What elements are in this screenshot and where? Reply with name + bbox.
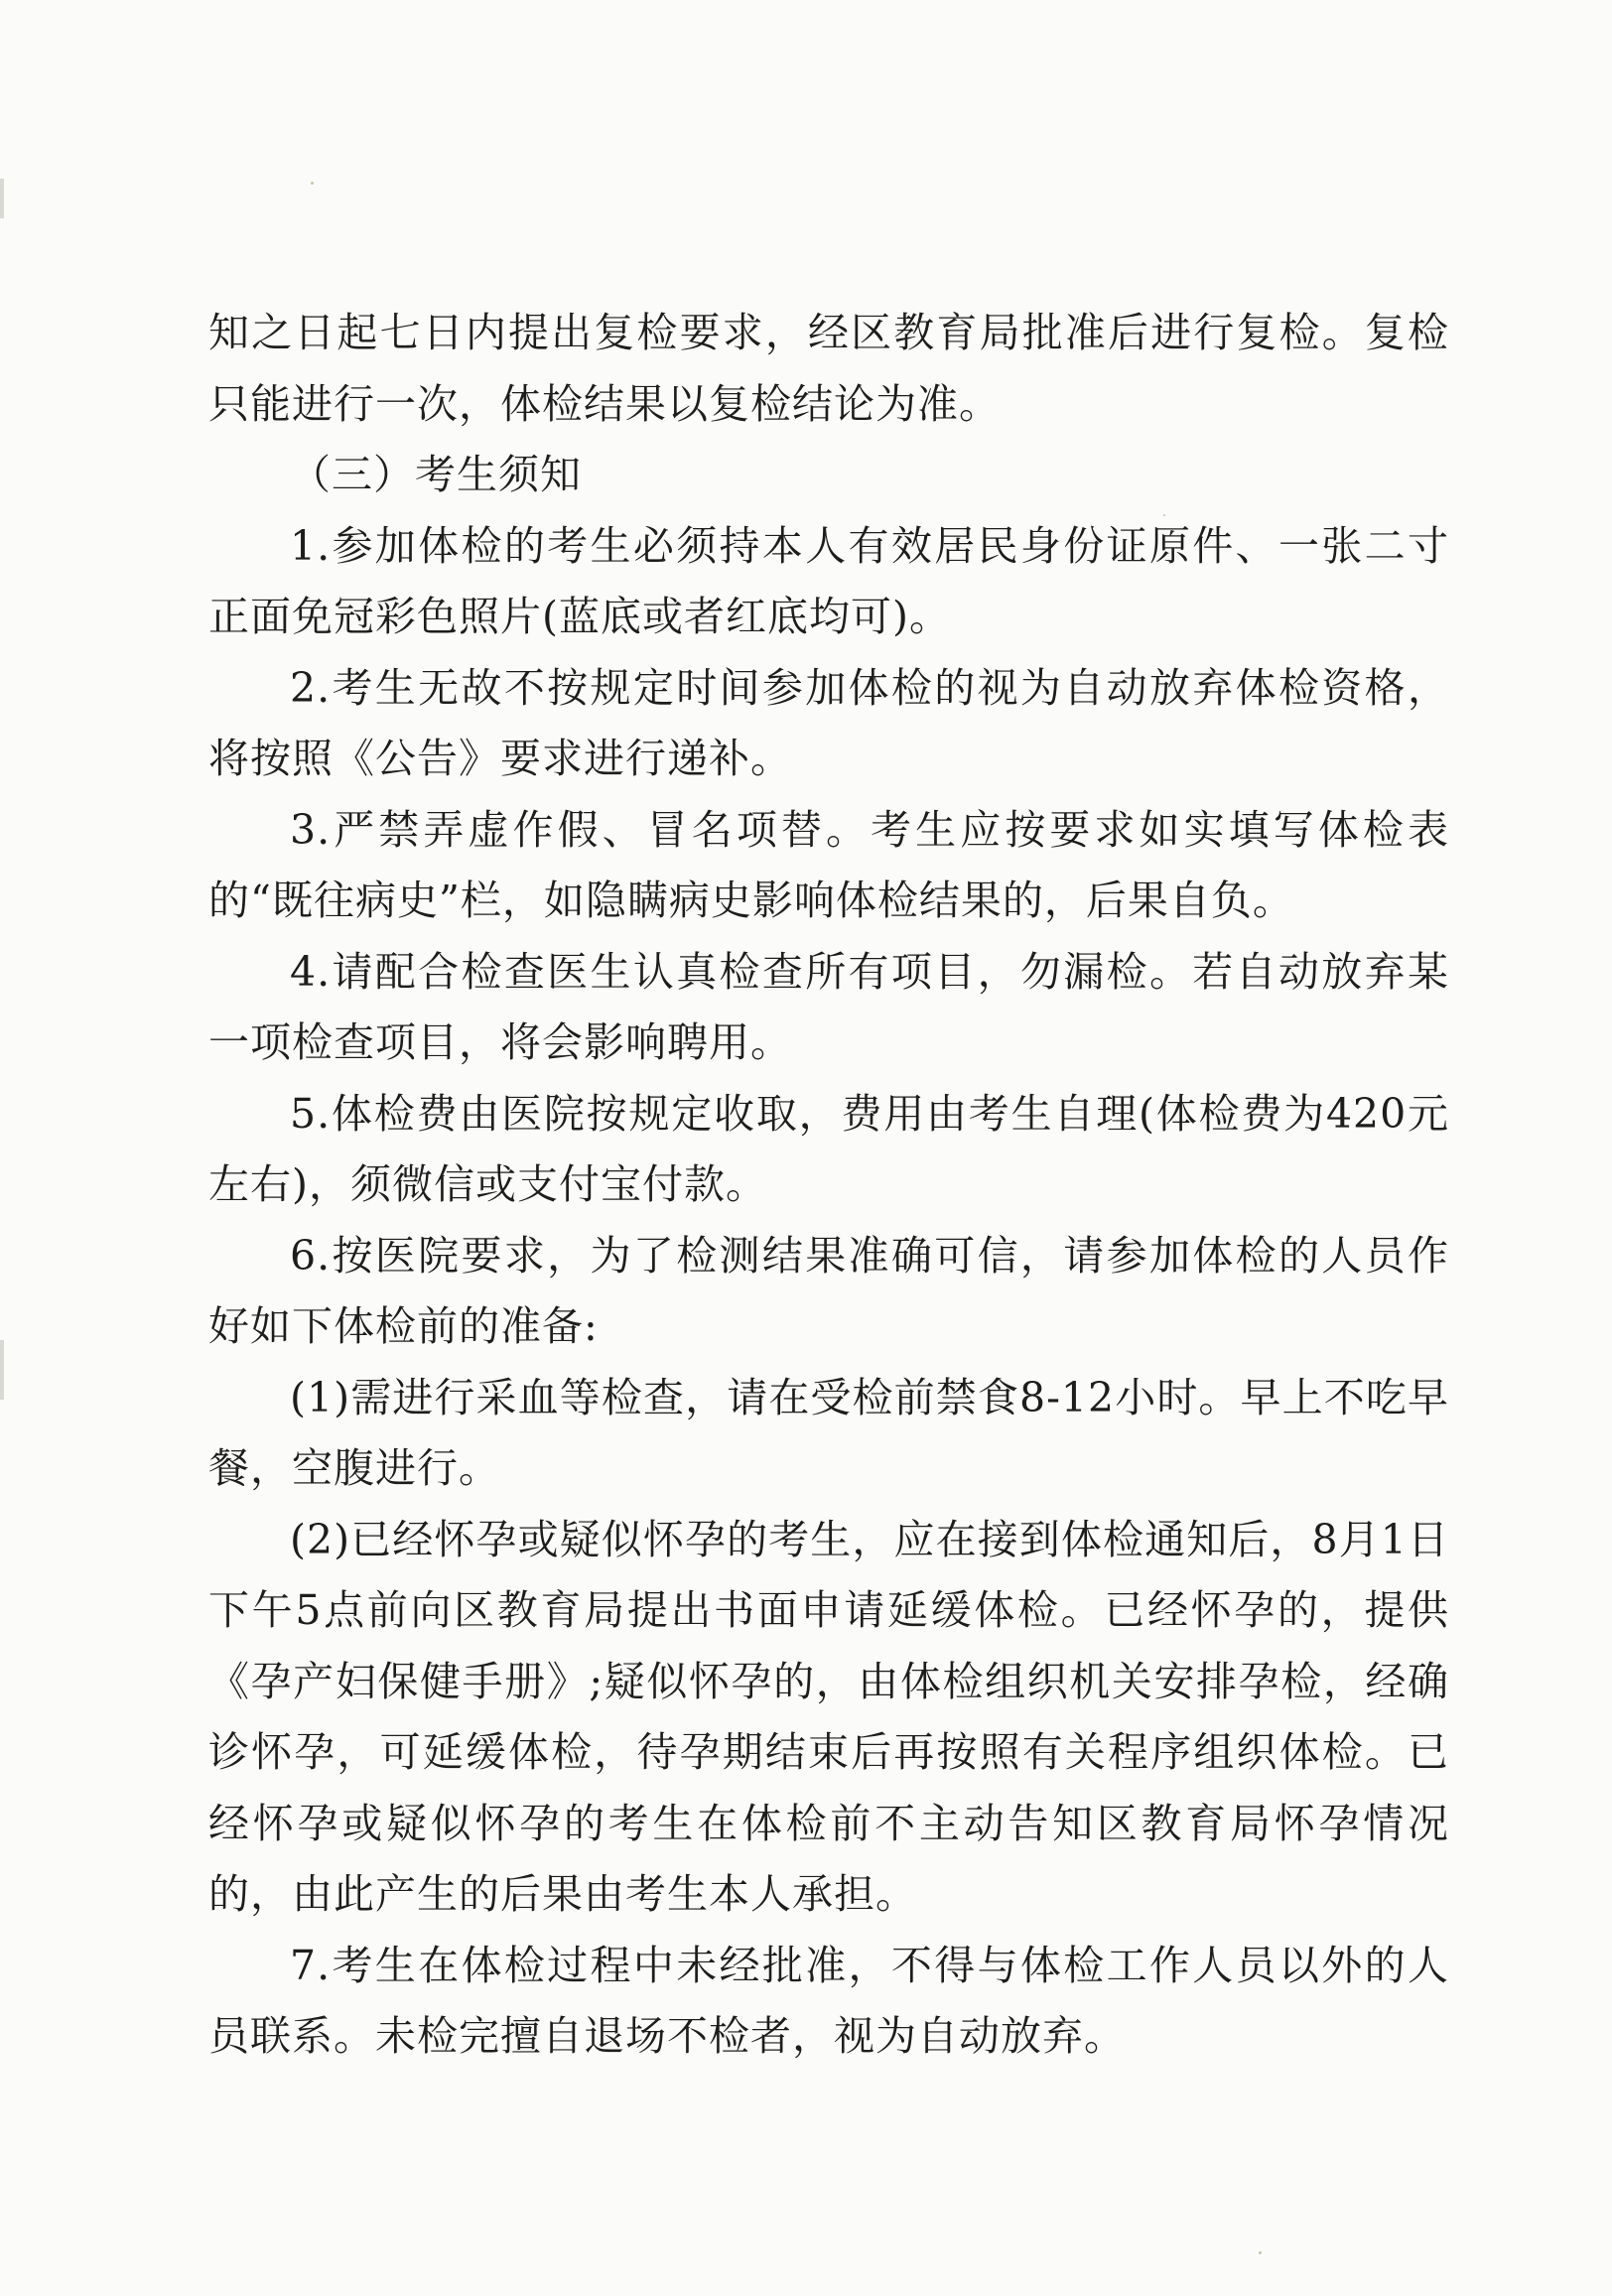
item-6-sub-1-paragraph: (1)需进行采血等检查，请在受检前禁食8-12小时。早上不吃早餐，空腹进行。 <box>208 1373 1449 1492</box>
item-5-paragraph: 5.体检费由医院按规定收取，费用由考生自理(体检费为420元左右)，须微信或支付宝付款。 <box>208 1089 1449 1208</box>
scan-speck <box>1259 2251 1262 2254</box>
scan-edge-mark <box>0 1340 4 1400</box>
item-4-paragraph: 4.请配合检查医生认真检查所有项目，勿漏检。若自动放弃某一项检查项目，将会影响聘用。 <box>208 947 1449 1066</box>
scan-speck <box>311 182 314 185</box>
document-body <box>208 298 1449 2073</box>
continuation-paragraph: 知之日起七日内提出复检要求，经区教育局批准后进行复检。复检只能进行一次，体检结果以复检结论为准。 <box>208 309 1449 428</box>
item-6-sub-2-paragraph: (2)已经怀孕或疑似怀孕的考生，应在接到体检通知后，8月1日下午5点前向区教育局提出书面申请延缓体检。已经怀孕的，提供《孕产妇保健手册》;疑似怀孕的，由体检组织机关安排孕检，经确诊怀孕，可延缓体检，待孕期结束后再按照有关程序组织体检。已经怀孕或疑似怀孕的考生在体检前不主动告知区教育局怀孕情况的，由此产生的后果由考生本人承担。 <box>208 1515 1449 1918</box>
item-1-paragraph: 1.参加体检的考生必须持本人有效居民身份证原件、一张二寸正面免冠彩色照片(蓝底或者红底均可)。 <box>208 521 1449 640</box>
section-heading: （三）考生须知 <box>290 451 582 498</box>
item-3-paragraph: 3.严禁弄虚作假、冒名项替。考生应按要求如实填写体检表的“既往病史”栏，如隐瞒病史影响体检结果的，后果自负。 <box>208 805 1449 924</box>
scan-edge-mark <box>0 179 4 218</box>
item-2-paragraph: 2.考生无故不按规定时间参加体检的视为自动放弃体检资格，将按照《公告》要求进行递补。 <box>208 663 1449 782</box>
item-6-paragraph: 6.按医院要求，为了检测结果准确可信，请参加体检的人员作好如下体检前的准备: <box>208 1231 1449 1350</box>
item-7-paragraph: 7.考生在体检过程中未经批准，不得与体检工作人员以外的人员联系。未检完擅自退场不检者，视为自动放弃。 <box>208 1941 1449 2060</box>
